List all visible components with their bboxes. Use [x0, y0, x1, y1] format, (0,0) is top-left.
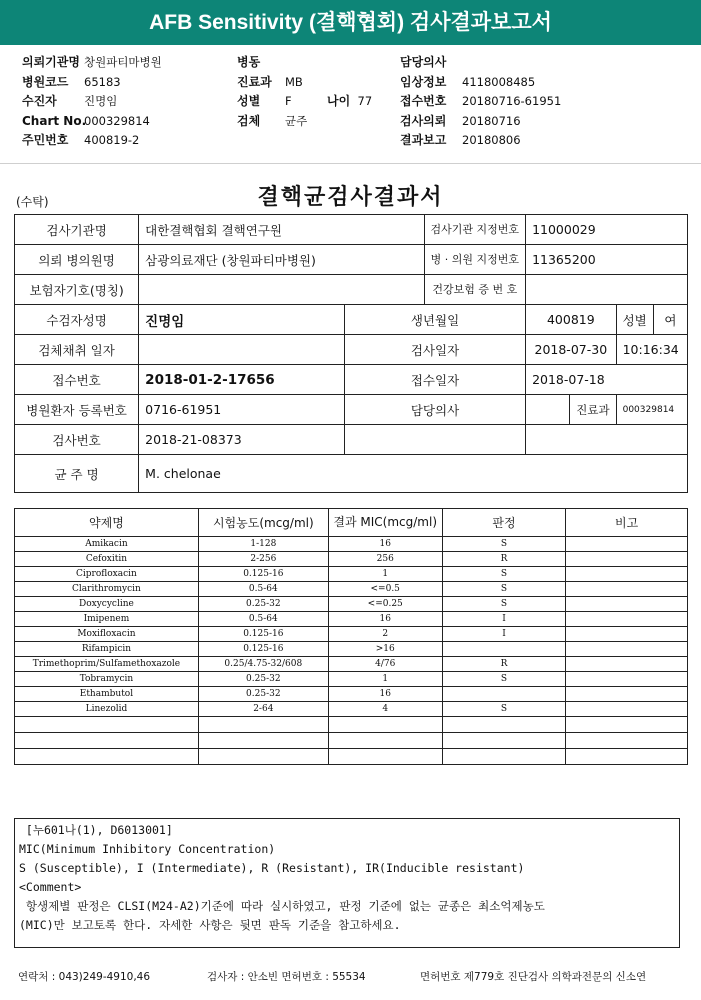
concentration: 0.125-16: [198, 567, 328, 582]
hospital-no-label: 병 · 의원 지정번호: [424, 245, 526, 275]
concentration: 0.25-32: [198, 687, 328, 702]
table-row: [15, 597, 688, 612]
lab-value: 대한결핵협회 결핵연구원: [139, 215, 424, 245]
drug-name: Ethambutol: [15, 687, 199, 702]
info-field: 병동: [237, 55, 261, 69]
lab-no-value: 11000029: [526, 215, 688, 245]
age-field: 나이 77: [327, 94, 373, 108]
empty-row: [15, 717, 688, 733]
table-row: [15, 642, 688, 657]
mic-value: 4/76: [328, 657, 442, 672]
concentration: 0.25/4.75-32/608: [198, 657, 328, 672]
drug-name: Amikacin: [15, 537, 199, 552]
col-header-remark: 비고: [566, 509, 688, 537]
info-field: 성별 F: [237, 94, 292, 108]
health-label: 건강보험 증 번 호: [424, 275, 526, 305]
result: S: [442, 672, 566, 687]
species-label: 균 주 명: [15, 455, 139, 493]
col-header-concentration: 시험농도(mcg/ml): [198, 509, 328, 537]
table-row: [15, 612, 688, 627]
col-header-result: 판정: [442, 509, 566, 537]
table-row: [15, 552, 688, 567]
empty-row: [15, 749, 688, 765]
result: S: [442, 597, 566, 612]
mic-value: <=0.25: [328, 597, 442, 612]
drug-name: Imipenem: [15, 612, 199, 627]
test-date-value: 2018-07-30: [526, 335, 617, 365]
report-title: 결핵균검사결과서: [257, 184, 444, 210]
patient-value: 진명임: [139, 305, 345, 335]
info-field: 담당의사: [400, 55, 447, 69]
test-no-label: 검사번호: [15, 425, 139, 455]
remark: [566, 672, 688, 687]
divider: [0, 163, 701, 164]
mic-value: 16: [328, 537, 442, 552]
result: S: [442, 702, 566, 717]
mic-value: 1: [328, 672, 442, 687]
remark: [566, 657, 688, 672]
doctor-value: [526, 395, 570, 425]
test-date-label: 검사일자: [344, 335, 525, 365]
remark: [566, 597, 688, 612]
table-row: [15, 537, 688, 552]
concentration: 1-128: [198, 537, 328, 552]
info-field: 진료과 MB: [237, 75, 303, 89]
footer-contact: 연락처 : 043)249-4910,46: [18, 971, 151, 983]
drug-name: Moxifloxacin: [15, 627, 199, 642]
receipt-date-label: 접수일자: [344, 365, 525, 395]
result: S: [442, 537, 566, 552]
concentration: 0.25-32: [198, 597, 328, 612]
drug-name: Linezolid: [15, 702, 199, 717]
test-no-value: 2018-21-08373: [139, 425, 345, 455]
result: I: [442, 627, 566, 642]
remark: [566, 612, 688, 627]
receipt-label: 접수번호: [15, 365, 139, 395]
insured-value: [139, 275, 424, 305]
concentration: 0.125-16: [198, 627, 328, 642]
note-line: S (Susceptible), I (Intermediate), R (Resistant), IR(Inducible resistant): [19, 861, 525, 875]
mic-value: 16: [328, 687, 442, 702]
info-field: 임상정보 4118008485: [400, 75, 536, 89]
remark: [566, 582, 688, 597]
drug-name: Clarithromycin: [15, 582, 199, 597]
table-row: [15, 702, 688, 717]
dob-value: 400819: [526, 305, 617, 335]
hospital-label: 의뢰 병의원명: [15, 245, 139, 275]
remark: [566, 552, 688, 567]
insured-label: 보험자기호(명칭): [15, 275, 139, 305]
test-time-value: 10:16:34: [616, 335, 687, 365]
table-row: [15, 567, 688, 582]
lab-no-label: 검사기관 지정번호: [424, 215, 526, 245]
result: I: [442, 612, 566, 627]
result: [442, 687, 566, 702]
table-row: [15, 657, 688, 672]
registration-value: 0716-61951: [139, 395, 345, 425]
notes-box: [14, 818, 680, 948]
lab-label: 검사기관명: [15, 215, 139, 245]
mic-value: 2: [328, 627, 442, 642]
result: S: [442, 582, 566, 597]
receipt-date-value: 2018-07-18: [526, 365, 688, 395]
info-field: 검체 균주: [237, 114, 308, 128]
sex-label: 성별: [616, 305, 653, 335]
info-field: 의뢰기관명 창원파티마병원: [22, 55, 162, 69]
footer-tester: 검사자 : 안소빈 면허번호 : 55534: [207, 971, 366, 983]
mic-value: 1: [328, 567, 442, 582]
mic-value: >16: [328, 642, 442, 657]
table-row: [15, 582, 688, 597]
hospital-no-value: 11365200: [526, 245, 688, 275]
remark: [566, 537, 688, 552]
receipt-value: 2018-01-2-17656: [139, 365, 345, 395]
dept-value: 000329814: [616, 395, 687, 425]
concentration: 2-64: [198, 702, 328, 717]
table-row: [15, 672, 688, 687]
result: R: [442, 552, 566, 567]
patient-label: 수검자성명: [15, 305, 139, 335]
drug-name: Ciprofloxacin: [15, 567, 199, 582]
empty-row: [15, 733, 688, 749]
doctor-label: 담당의사: [344, 395, 525, 425]
drug-name: Doxycycline: [15, 597, 199, 612]
sex-value: 여: [653, 305, 687, 335]
note-line: <Comment>: [19, 880, 82, 894]
drug-name: Rifampicin: [15, 642, 199, 657]
mic-value: 256: [328, 552, 442, 567]
report-header: AFB Sensitivity (결핵협회) 검사결과보고서: [0, 0, 701, 45]
note-line: (MIC)만 보고토록 한다. 자세한 사항은 뒷면 판독 기준을 참고하세요.: [19, 918, 401, 932]
info-field: 수진자 진명임: [22, 94, 118, 108]
result: R: [442, 657, 566, 672]
concentration: 0.25-32: [198, 672, 328, 687]
remark: [566, 627, 688, 642]
info-field: Chart No.000329814: [22, 114, 150, 128]
concentration: 0.5-64: [198, 582, 328, 597]
mic-value: 4: [328, 702, 442, 717]
drug-name: Trimethoprim/Sulfamethoxazole: [15, 657, 199, 672]
drug-name: Tobramycin: [15, 672, 199, 687]
result: [442, 642, 566, 657]
report-tag: (수탁): [16, 195, 49, 209]
info-field: 검사의뢰 20180716: [400, 114, 521, 128]
collect-value: [139, 335, 345, 365]
col-header-mic: 결과 MIC(mcg/ml): [328, 509, 442, 537]
info-field: 병원코드 65183: [22, 75, 121, 89]
result: S: [442, 567, 566, 582]
remark: [566, 567, 688, 582]
concentration: 2-256: [198, 552, 328, 567]
registration-label: 병원환자 등록번호: [15, 395, 139, 425]
concentration: 0.5-64: [198, 612, 328, 627]
note-line: MIC(Minimum Inhibitory Concentration): [19, 842, 276, 856]
note-line: 항생제별 판정은 CLSI(M24-A2)기준에 따라 실시하였고, 판정 기준에 없는 균종은 최소억제농도: [19, 899, 545, 913]
table-row: [15, 687, 688, 702]
info-field: 주민번호 400819-2: [22, 133, 140, 147]
remark: [566, 687, 688, 702]
hospital-value: 삼광의료재단 (창원파티마병원): [139, 245, 424, 275]
info-field: 접수번호 20180716-61951: [400, 94, 562, 108]
remark: [566, 702, 688, 717]
dept-label: 진료과: [570, 395, 616, 425]
table-row: [15, 627, 688, 642]
col-header-drug: 약제명: [15, 509, 199, 537]
dob-label: 생년월일: [344, 305, 525, 335]
species-value: M. chelonae: [139, 455, 688, 493]
collect-label: 검체채취 일자: [15, 335, 139, 365]
drug-sensitivity-table: [14, 508, 688, 765]
mic-value: 16: [328, 612, 442, 627]
drug-name: Cefoxitin: [15, 552, 199, 567]
concentration: 0.125-16: [198, 642, 328, 657]
note-line: [누601나(1), D6013001]: [19, 823, 173, 837]
health-value: [526, 275, 688, 305]
footer-doctor: 면허번호 제779호 진단검사 의학과전문의 신소연: [420, 971, 647, 983]
remark: [566, 642, 688, 657]
info-field: 결과보고 20180806: [400, 133, 521, 147]
patient-info-table: [14, 214, 688, 493]
mic-value: <=0.5: [328, 582, 442, 597]
